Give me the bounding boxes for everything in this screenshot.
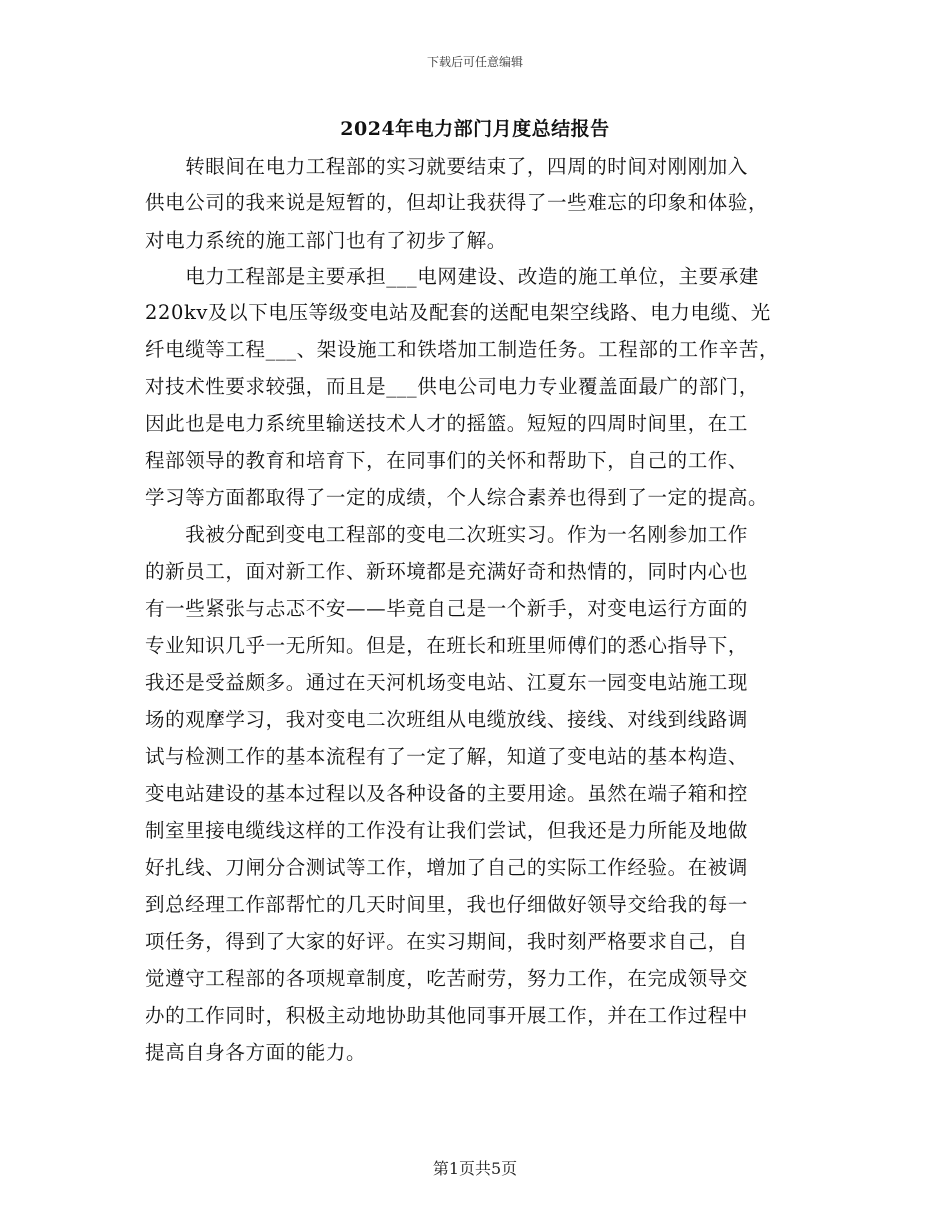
body-line: 我被分配到变电工程部的变电二次班实习。作为一名刚参加工作	[145, 523, 749, 546]
body-line: 专业知识几乎一无所知。但是，在班长和班里师傅们的悉心指导下，	[145, 634, 749, 657]
body-line: 场的观摩学习，我对变电二次班组从电缆放线、接线、对线到线路调	[145, 708, 749, 731]
body-line: 纤电缆等工程___、架设施工和铁塔加工制造任务。工程部的工作辛苦，	[145, 338, 780, 361]
body-line: 程部领导的教育和培育下，在同事们的关怀和帮助下，自己的工作、	[145, 449, 749, 472]
body-line: 220kv及以下电压等级变电站及配套的送配电架空线路、电力电缆、光	[145, 301, 771, 324]
body-line: 到总经理工作部帮忙的几天时间里，我也仔细做好领导交给我的每一	[145, 893, 749, 916]
body-line: 提高自身各方面的能力。	[145, 1041, 367, 1064]
document-title: 2024年电力部门月度总结报告	[340, 118, 610, 140]
body-line: 制室里接电缆线这样的工作没有让我们尝试，但我还是力所能及地做	[145, 819, 749, 842]
page-footer: 第1页共5页	[432, 1159, 518, 1178]
body-line: 有一些紧张与忐忑不安——毕竟自己是一个新手，对变电运行方面的	[145, 597, 749, 620]
body-line: 因此也是电力系统里输送技术人才的摇篮。短短的四周时间里，在工	[145, 412, 749, 435]
body-line: 学习等方面都取得了一定的成绩，个人综合素养也得到了一定的提高。	[145, 486, 769, 509]
body-line: 电力工程部是主要承担___电网建设、改造的施工单位，主要承建	[145, 265, 759, 288]
body-line: 好扎线、刀闸分合测试等工作，增加了自己的实际工作经验。在被调	[145, 856, 749, 879]
body-line: 试与检测工作的基本流程有了一定了解，知道了变电站的基本构造、	[145, 745, 749, 768]
body-line: 办的工作同时，积极主动地协助其他同事开展工作，并在工作过程中	[145, 1004, 749, 1027]
page-header: 下载后可任意编辑	[426, 55, 523, 69]
body-line: 供电公司的我来说是短暂的，但却让我获得了一些难忘的印象和体验，	[145, 191, 769, 214]
body-line: 的新员工，面对新工作、新环境都是充满好奇和热情的，同时内心也	[145, 560, 749, 583]
body-line: 我还是受益颇多。通过在天河机场变电站、江夏东一园变电站施工现	[145, 671, 749, 694]
body-line: 变电站建设的基本过程以及各种设备的主要用途。虽然在端子箱和控	[145, 782, 749, 805]
body-line: 对电力系统的施工部门也有了初步了解。	[145, 229, 507, 252]
body-line: 觉遵守工程部的各项规章制度，吃苦耐劳，努力工作，在完成领导交	[145, 967, 749, 990]
body-line: 转眼间在电力工程部的实习就要结束了，四周的时间对刚刚加入	[145, 155, 749, 178]
body-line: 项任务，得到了大家的好评。在实习期间，我时刻严格要求自己，自	[145, 930, 749, 953]
body-line: 对技术性要求较强，而且是___供电公司电力专业覆盖面最广的部门，	[145, 375, 759, 398]
